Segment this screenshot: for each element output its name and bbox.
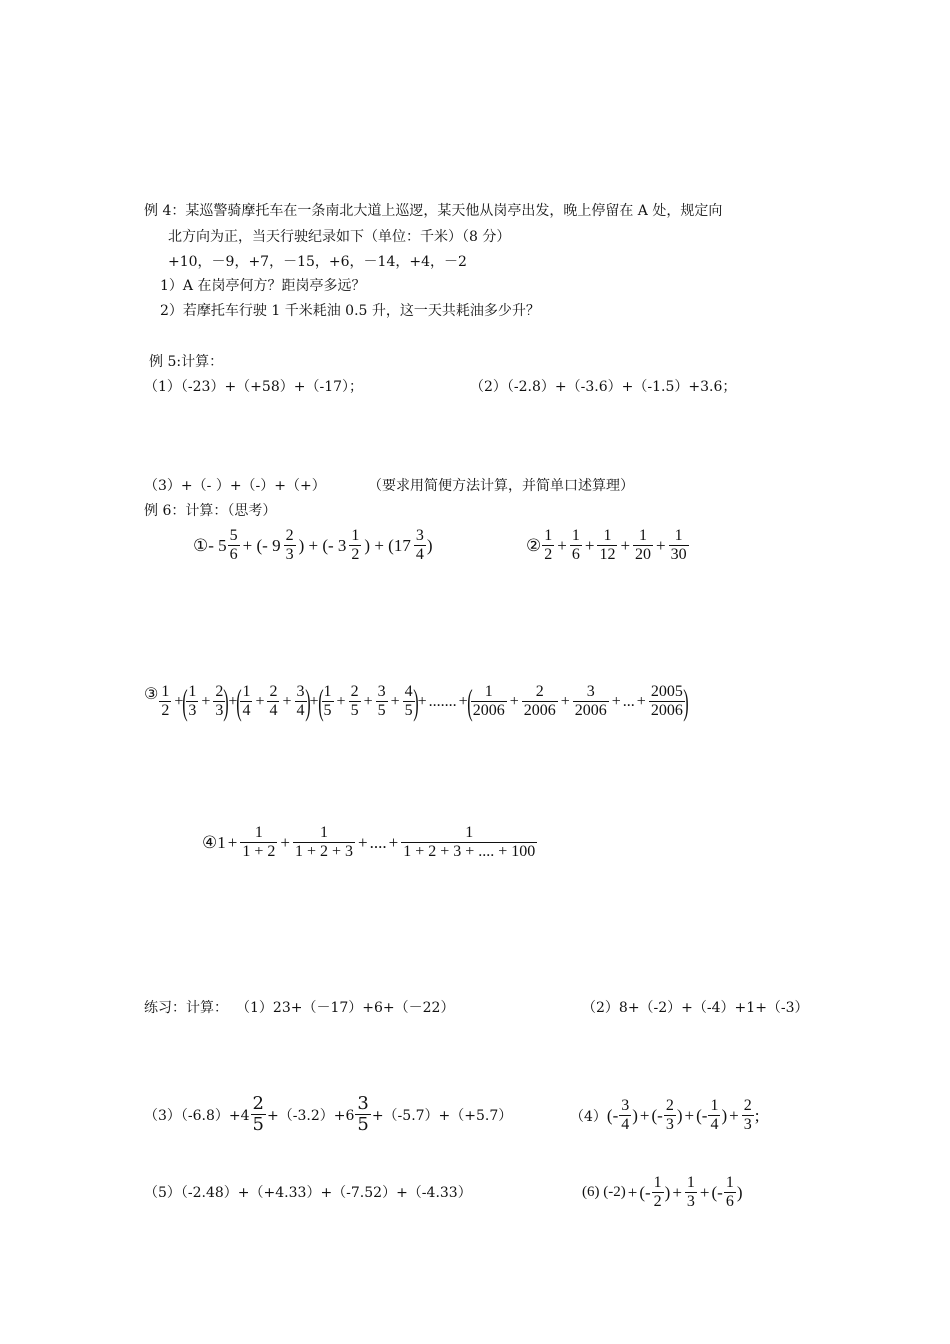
fraction: 2 3 bbox=[285, 527, 294, 563]
term: + (- 9 bbox=[242, 535, 281, 555]
circled-4: ④ bbox=[202, 832, 218, 852]
fraction: $\frac{2}{4}$ bbox=[269, 683, 278, 719]
fraction: 1 4 bbox=[710, 1097, 719, 1133]
practice-title: 练习：计算： bbox=[144, 1000, 228, 1016]
fraction: 1 2 bbox=[653, 1174, 662, 1210]
fraction: $\frac{3}{4}$ bbox=[296, 683, 305, 719]
fraction: $\frac{2}{3}$ bbox=[215, 683, 224, 719]
fraction: $\frac{1}{1 + 2 + 3 + .... + 100}$ bbox=[403, 824, 536, 860]
ellipsis: .... bbox=[369, 832, 387, 852]
fraction: $\frac{2005}{2006}$ bbox=[650, 683, 683, 719]
fraction: $\frac{1}{30}$ bbox=[670, 527, 687, 563]
ex4-line1: 例 4：某巡警骑摩托车在一条南北大道上巡逻，某天他从岗亭出发，晚上停留在 A 处，规定向 bbox=[144, 203, 723, 219]
practice-p5: （5）（-2.48）+（+4.33）+（-7.52）+（-4.33） bbox=[144, 1185, 472, 1201]
ex6-title: 例 6：计算：（思考） bbox=[144, 503, 277, 519]
fraction: 1 5 bbox=[323, 683, 332, 719]
term: (6) (-2) bbox=[582, 1184, 626, 1201]
term: ) bbox=[426, 535, 433, 555]
fraction: $\frac{2}{5}$ bbox=[350, 683, 359, 719]
fraction: $\frac{2}{3}$ bbox=[743, 1097, 752, 1133]
ex4-data: +10，－9，+7，－15，+6，－14，+4，－2 bbox=[168, 254, 467, 270]
fraction: 1 2006 bbox=[472, 683, 505, 719]
practice-p1: （1）23+（－17）+6+（－22） bbox=[236, 1000, 455, 1016]
circled-1: ① bbox=[193, 535, 209, 555]
fraction: 1 2 bbox=[351, 527, 360, 563]
fraction: $\frac{1}{12}$ bbox=[599, 527, 616, 563]
ex5-title: 例 5:计算： bbox=[149, 354, 224, 370]
fraction: 2 3 bbox=[665, 1097, 674, 1133]
term: +（-3.2）+6 bbox=[267, 1107, 355, 1124]
circled-2: ② bbox=[526, 535, 542, 555]
term: 1 bbox=[217, 832, 226, 852]
term: ) + (- 3 bbox=[298, 535, 347, 555]
fraction: $\frac{2}{2006}$ bbox=[523, 683, 556, 719]
fraction: 1 6 bbox=[725, 1174, 734, 1210]
fraction: $\frac{1}{1 + 2}$ bbox=[242, 824, 276, 860]
term: （4） bbox=[570, 1108, 607, 1125]
fraction: $\frac{1}{1 + 2 + 3}$ bbox=[294, 824, 354, 860]
fraction: 1 2 bbox=[161, 683, 170, 719]
fraction: 1 3 bbox=[188, 683, 197, 719]
ex6-problem-1 bbox=[193, 528, 433, 564]
fraction: 1 4 bbox=[242, 683, 251, 719]
fraction: $\frac{3}{2006}$ bbox=[574, 683, 607, 719]
circled-3: ③ bbox=[144, 686, 159, 703]
practice-p2: （2）8+（-2）+（-4）+1+（-3） bbox=[582, 1000, 809, 1016]
practice-p6: (6) (-2) + (- 1 2 ) + $\frac{1}{3}$ + (- 1 6 ) bbox=[582, 1174, 743, 1210]
term: ) + (17 bbox=[364, 535, 411, 555]
fraction: $\frac{1}{6}$ bbox=[571, 527, 580, 563]
term: （3）（-6.8）+4 bbox=[144, 1107, 250, 1124]
fraction: 3 4 bbox=[621, 1097, 630, 1133]
ex6-problem-4: ④ 1 + $\frac{1}{1 + 2}$ + $\frac{1}{1 + 2 + 3}$ + .... + $\frac{1}{1 + 2 + 3 + .... + 100}$ bbox=[202, 824, 536, 860]
fraction: 1 2 bbox=[544, 527, 553, 563]
ex5-p2: （2）（-2.8）+（-3.6）+（-1.5）+3.6； bbox=[470, 379, 737, 395]
term: +（-5.7）+（+5.7） bbox=[371, 1107, 513, 1124]
practice-p3 bbox=[144, 1095, 512, 1135]
fraction: 3 4 bbox=[415, 527, 424, 563]
fraction: $\frac{1}{3}$ bbox=[686, 1174, 695, 1210]
ex5-p1: （1）（-23）+（+58）+（-17）； bbox=[144, 379, 364, 395]
ex4-q1: 1）A 在岗亭何方？距岗亭多远？ bbox=[160, 278, 366, 294]
fraction: $\frac{1}{20}$ bbox=[635, 527, 652, 563]
ex5-p3-note: （要求用简便方法计算，并简单口述算理） bbox=[368, 478, 634, 494]
fraction: $\frac{4}{5}$ bbox=[404, 683, 413, 719]
fraction: 5 6 bbox=[229, 527, 238, 563]
practice-p4: （4） (- 3 4 ) + (- 2 3 ) + (- 1 4 ) + $\frac{2}{3}$ ; bbox=[570, 1097, 760, 1133]
ex5-p3: （3）+（- ）+（-）+（+） bbox=[144, 478, 326, 494]
ellipsis: ....... bbox=[428, 693, 457, 710]
ex6-problem-3: ③ 1 2 + ( 1 3 + $\frac{2}{3}$ ) + ( 1 4 + $\frac{2}{4}$ + $\frac{3}{4}$ ) + ( 1 5 + $\frac{2}{5}$ + $\frac{3}{5}$ + $\frac{4}{5}$ ) + ....... + ( 1 2006 + $\frac{2}{2006}$ + $\frac{3}{2006}$ + ... + $\frac{2005}{2006}$ ) bbox=[144, 682, 689, 722]
term: ; bbox=[754, 1105, 760, 1125]
ellipsis: ... bbox=[622, 693, 635, 710]
ex6-problem-2: ② 1 2 + $\frac{1}{6}$ + $\frac{1}{12}$ + $\frac{1}{20}$ + $\frac{1}{30}$ bbox=[526, 527, 687, 563]
term: - 5 bbox=[208, 535, 227, 555]
fraction: 3 5 bbox=[357, 1093, 369, 1135]
fraction: $\frac{3}{5}$ bbox=[377, 683, 386, 719]
ex4-line2: 北方向为正，当天行驶纪录如下（单位：千米）（8 分） bbox=[168, 229, 511, 245]
ex4-q2: 2）若摩托车行驶 1 千米耗油 0.5 升，这一天共耗油多少升？ bbox=[160, 303, 540, 319]
fraction: 2 5 bbox=[252, 1093, 264, 1135]
